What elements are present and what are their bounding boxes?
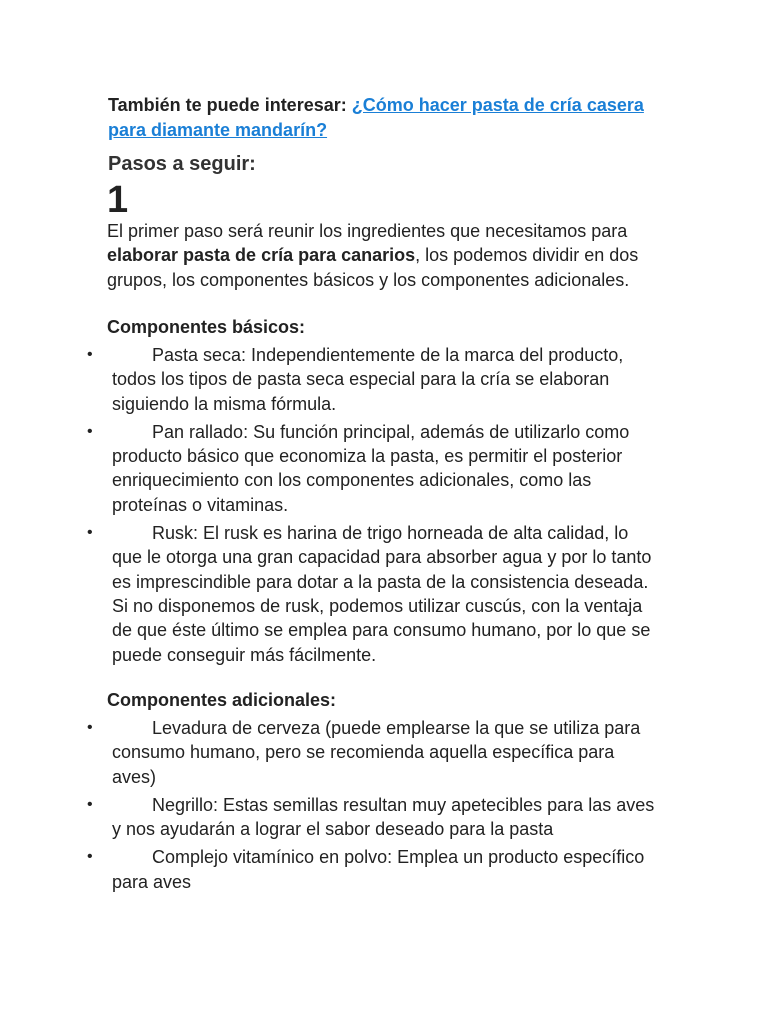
intro-bold: elaborar pasta de cría para canarios: [107, 245, 416, 266]
list-item-text: Pan rallado: Su función principal, además de utilizarlo como producto básico que economiza la pasta, es permitir el posterior enriquecimiento con los componentes adicionales, como las proteínas o vitaminas.: [112, 421, 630, 515]
intro-text-2: , los podemos dividir en dos grupos, los componentes básicos y los componentes adicionales.: [107, 245, 639, 290]
bullet-icon: •: [87, 848, 93, 866]
list-item-text: Rusk: El rusk es harina de trigo horneada de alta calidad, lo que le otorga una gran capacidad para absorber agua y por lo tanto es imprescindible para dotar a la pasta de la consistencia deseada. Si no disponemos de rusk, podemos utilizar cuscús, con la ventaja de que éste último se emplea para consumo humano, por lo que se puede conseguir más fácilmente.: [112, 523, 652, 665]
list-item: [0, 845, 660, 894]
list-item-text: Complejo vitamínico en polvo: Emplea un producto específico para aves: [112, 847, 645, 892]
bullet-icon: •: [87, 795, 93, 813]
list-item-text: Levadura de cerveza (puede emplearse la que se utiliza para consumo humano, pero se recomienda aquella específica para aves): [112, 718, 641, 787]
related-article: [108, 93, 668, 143]
basic-components-heading: Componentes básicos:: [107, 317, 306, 337]
list-item-text: Pasta seca: Independientemente de la marca del producto, todos los tipos de pasta seca especial para la cría se elaboran siguiendo la misma fórmula.: [112, 345, 624, 414]
bullet-icon: •: [87, 719, 93, 736]
bullet-icon: •: [87, 524, 93, 542]
additional-components-list: [0, 716, 768, 898]
steps-heading: Pasos a seguir:: [108, 153, 256, 175]
list-item: [0, 716, 660, 789]
list-item-text: Negrillo: Estas semillas resultan muy apetecibles para las aves y nos ayudarán a lograr el sabor deseado para la pasta: [112, 794, 655, 840]
step-number: 1: [107, 179, 129, 221]
list-item: [0, 343, 660, 416]
additional-components-heading: Componentes adicionales:: [107, 690, 337, 710]
related-article-link[interactable]: ¿Cómo hacer pasta de cría casera para diamante mandarín?: [108, 95, 644, 140]
bullet-icon: •: [87, 422, 93, 440]
bullet-icon: •: [87, 346, 93, 363]
basic-components-list: [0, 343, 768, 671]
list-item: [0, 420, 660, 517]
intro-paragraph: [107, 219, 667, 292]
related-prefix: También te puede interesar:: [108, 95, 352, 115]
list-item: [0, 521, 660, 667]
list-item: [0, 793, 660, 842]
intro-text-1: El primer paso será reunir los ingredientes que necesitamos para: [107, 221, 628, 241]
